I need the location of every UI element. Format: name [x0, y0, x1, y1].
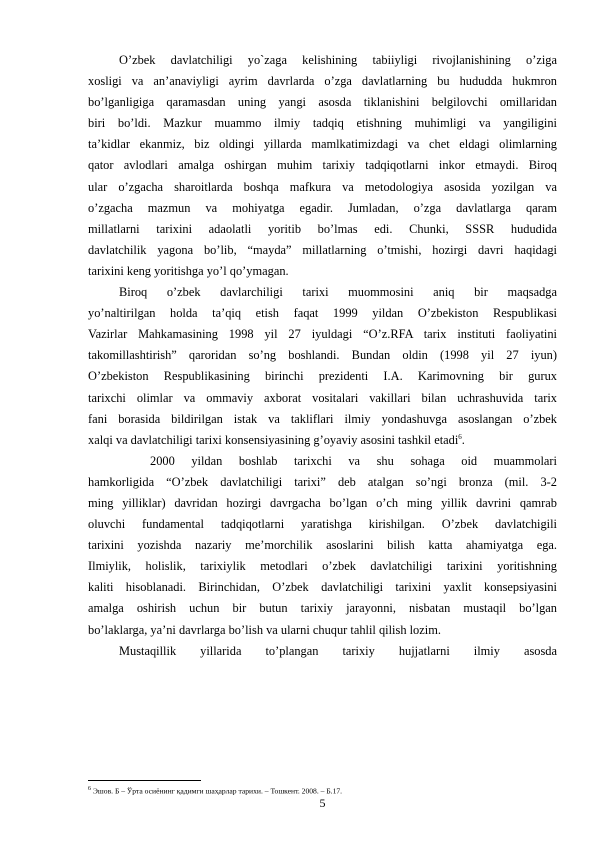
text-line: kaliti hisoblanadi. Birinchidan, O’zbek davlatchiligi tarixini yaxlit konsepsiyasini: [88, 580, 557, 595]
text-line: ta’kidlar ekanmiz, biz oldingi yillarda mamlkatimizdagi va chet eldagi olimlarning: [88, 137, 557, 152]
footnote: [88, 784, 557, 797]
paragraph-2: [88, 282, 557, 451]
end-punctuation: .: [461, 432, 465, 447]
text-line: fani borasida bildirilgan istak va takliflari ilmiy yondashuvga asoslangan o’zbek: [88, 411, 557, 426]
text-line-with-footnote: [88, 430, 557, 451]
footnote-marker: 6: [88, 786, 91, 792]
text-line: ular o’zgacha sharoitlarda boshqa mafkura va metodologiya asosida yozilgan va: [88, 179, 557, 194]
text-line: oluvchi fundamental tadqiqotlarni yaratishga kirishilgan. O’zbek davlatchigili: [88, 517, 557, 532]
text-line: davlatchilik yagona bo’lib, “mayda” millatlarning o’tmishi, hozirgi davri haqidagi: [88, 242, 557, 257]
text-line: Vazirlar Mahkamasining 1998 yil 27 iyuldagi “O’z.RFA tarix instituti faoliyatini: [88, 327, 557, 342]
text-line: o’zgacha mazmun va mohiyatga egadir. Jumladan, o’zga davlatlarga qaram: [88, 200, 557, 215]
text-line: biri bo’ldi. Mazkur muammo ilmiy tadqiq etishning muhimligi va yangiligini: [88, 116, 557, 131]
text-line: O’zbekiston Respublikasining birinchi prezidenti I.A. Karimovning bir gurux: [88, 369, 557, 384]
paragraph-1: [88, 50, 557, 282]
text-line: tarixini keng yoritishga yo’l qo’ymagan.: [88, 263, 289, 278]
text-line: millatlarni tarixini adaolatli yoritib bo’lmas edi. Chunki, SSSR hududida: [88, 221, 557, 236]
text-line: O’zbek davlatchiligi yo`zaga kelishining tabiiyligi rivojlanishining o’ziga: [119, 53, 557, 67]
body-text: [88, 50, 557, 662]
paragraph-4: [88, 641, 557, 662]
text-line: qator avlodlari amalga oshirgan muhim tarixiy tadqiqotlarni inkor etmaydi. Biroq: [88, 158, 557, 173]
paragraph-3: [88, 451, 557, 641]
text-line: takomillashtirish” qaroridan so’ng boshlandi. Bundan oldin (1998 yil 27 iyun): [88, 348, 557, 363]
footnote-reference[interactable]: 6: [458, 432, 462, 441]
text-line: tarixchi olimlar va ommaviy axborat vositalari vakillari bilan uchrashuvida tarix: [88, 390, 557, 405]
text-line: hamkorligida “O’zbek davlatchiligi tarixi” deb atalgan so’ngi bronza (mil. 3-2: [88, 474, 557, 489]
text-line: tarixini yozishda nazariy me’morchilik asoslarini bilish katta ahamiyatga ega.: [88, 538, 557, 553]
text-line: Mustaqillik yillarida to’plangan tarixiy hujjatlarni ilmiy asosda: [119, 643, 557, 658]
footnote-text: Эшов. Б – Ўрта осиёнинг қадимги шаҳарлар тарихи. – Тошкент. 2008. – Б.17.: [92, 786, 343, 796]
text-line: xalqi va davlatchiligi tarixi konsensiyasining g’oyaviy asosini tashkil etadi: [88, 432, 459, 447]
footnote-separator: [88, 780, 201, 781]
text-line: 2000 yildan boshlab tarixchi va shu sohaga oid muammolari: [150, 453, 557, 468]
text-line: yo’naltirilgan holda ta’qiq etish faqat 1999 yildan O’zbekiston Respublikasi: [88, 306, 557, 321]
text-line: xosligi va an’anaviyligi ayrim davrlarda o’zga davlatlarning bu hududda hukmron: [88, 74, 557, 89]
text-line: Biroq o’zbek davlarchiligi tarixi muommosini aniq bir maqsadga: [119, 285, 557, 300]
text-line: bo’laklarga, ya’ni davrlarga bo’lish va ularni chuqur tahlil qilish lozim.: [88, 622, 441, 637]
page-number: 5: [319, 796, 326, 810]
text-line: amalga oshirish uchun bir butun tarixiy jarayonni, nisbatan mustaqil bo’lgan: [88, 601, 557, 616]
text-line: ming yilliklar) davridan hozirgi davrgacha bo’lgan o’ch ming yillik davrini qamrab: [88, 495, 557, 510]
text-line: Ilmiylik, holislik, tarixiylik metodlari o’zbek davlatchiligi tarixini yoritishning: [88, 559, 557, 574]
text-line: bo’lganligiga qaramasdan uning yangi asosda tiklanishini belgilovchi omillaridan: [88, 95, 557, 110]
